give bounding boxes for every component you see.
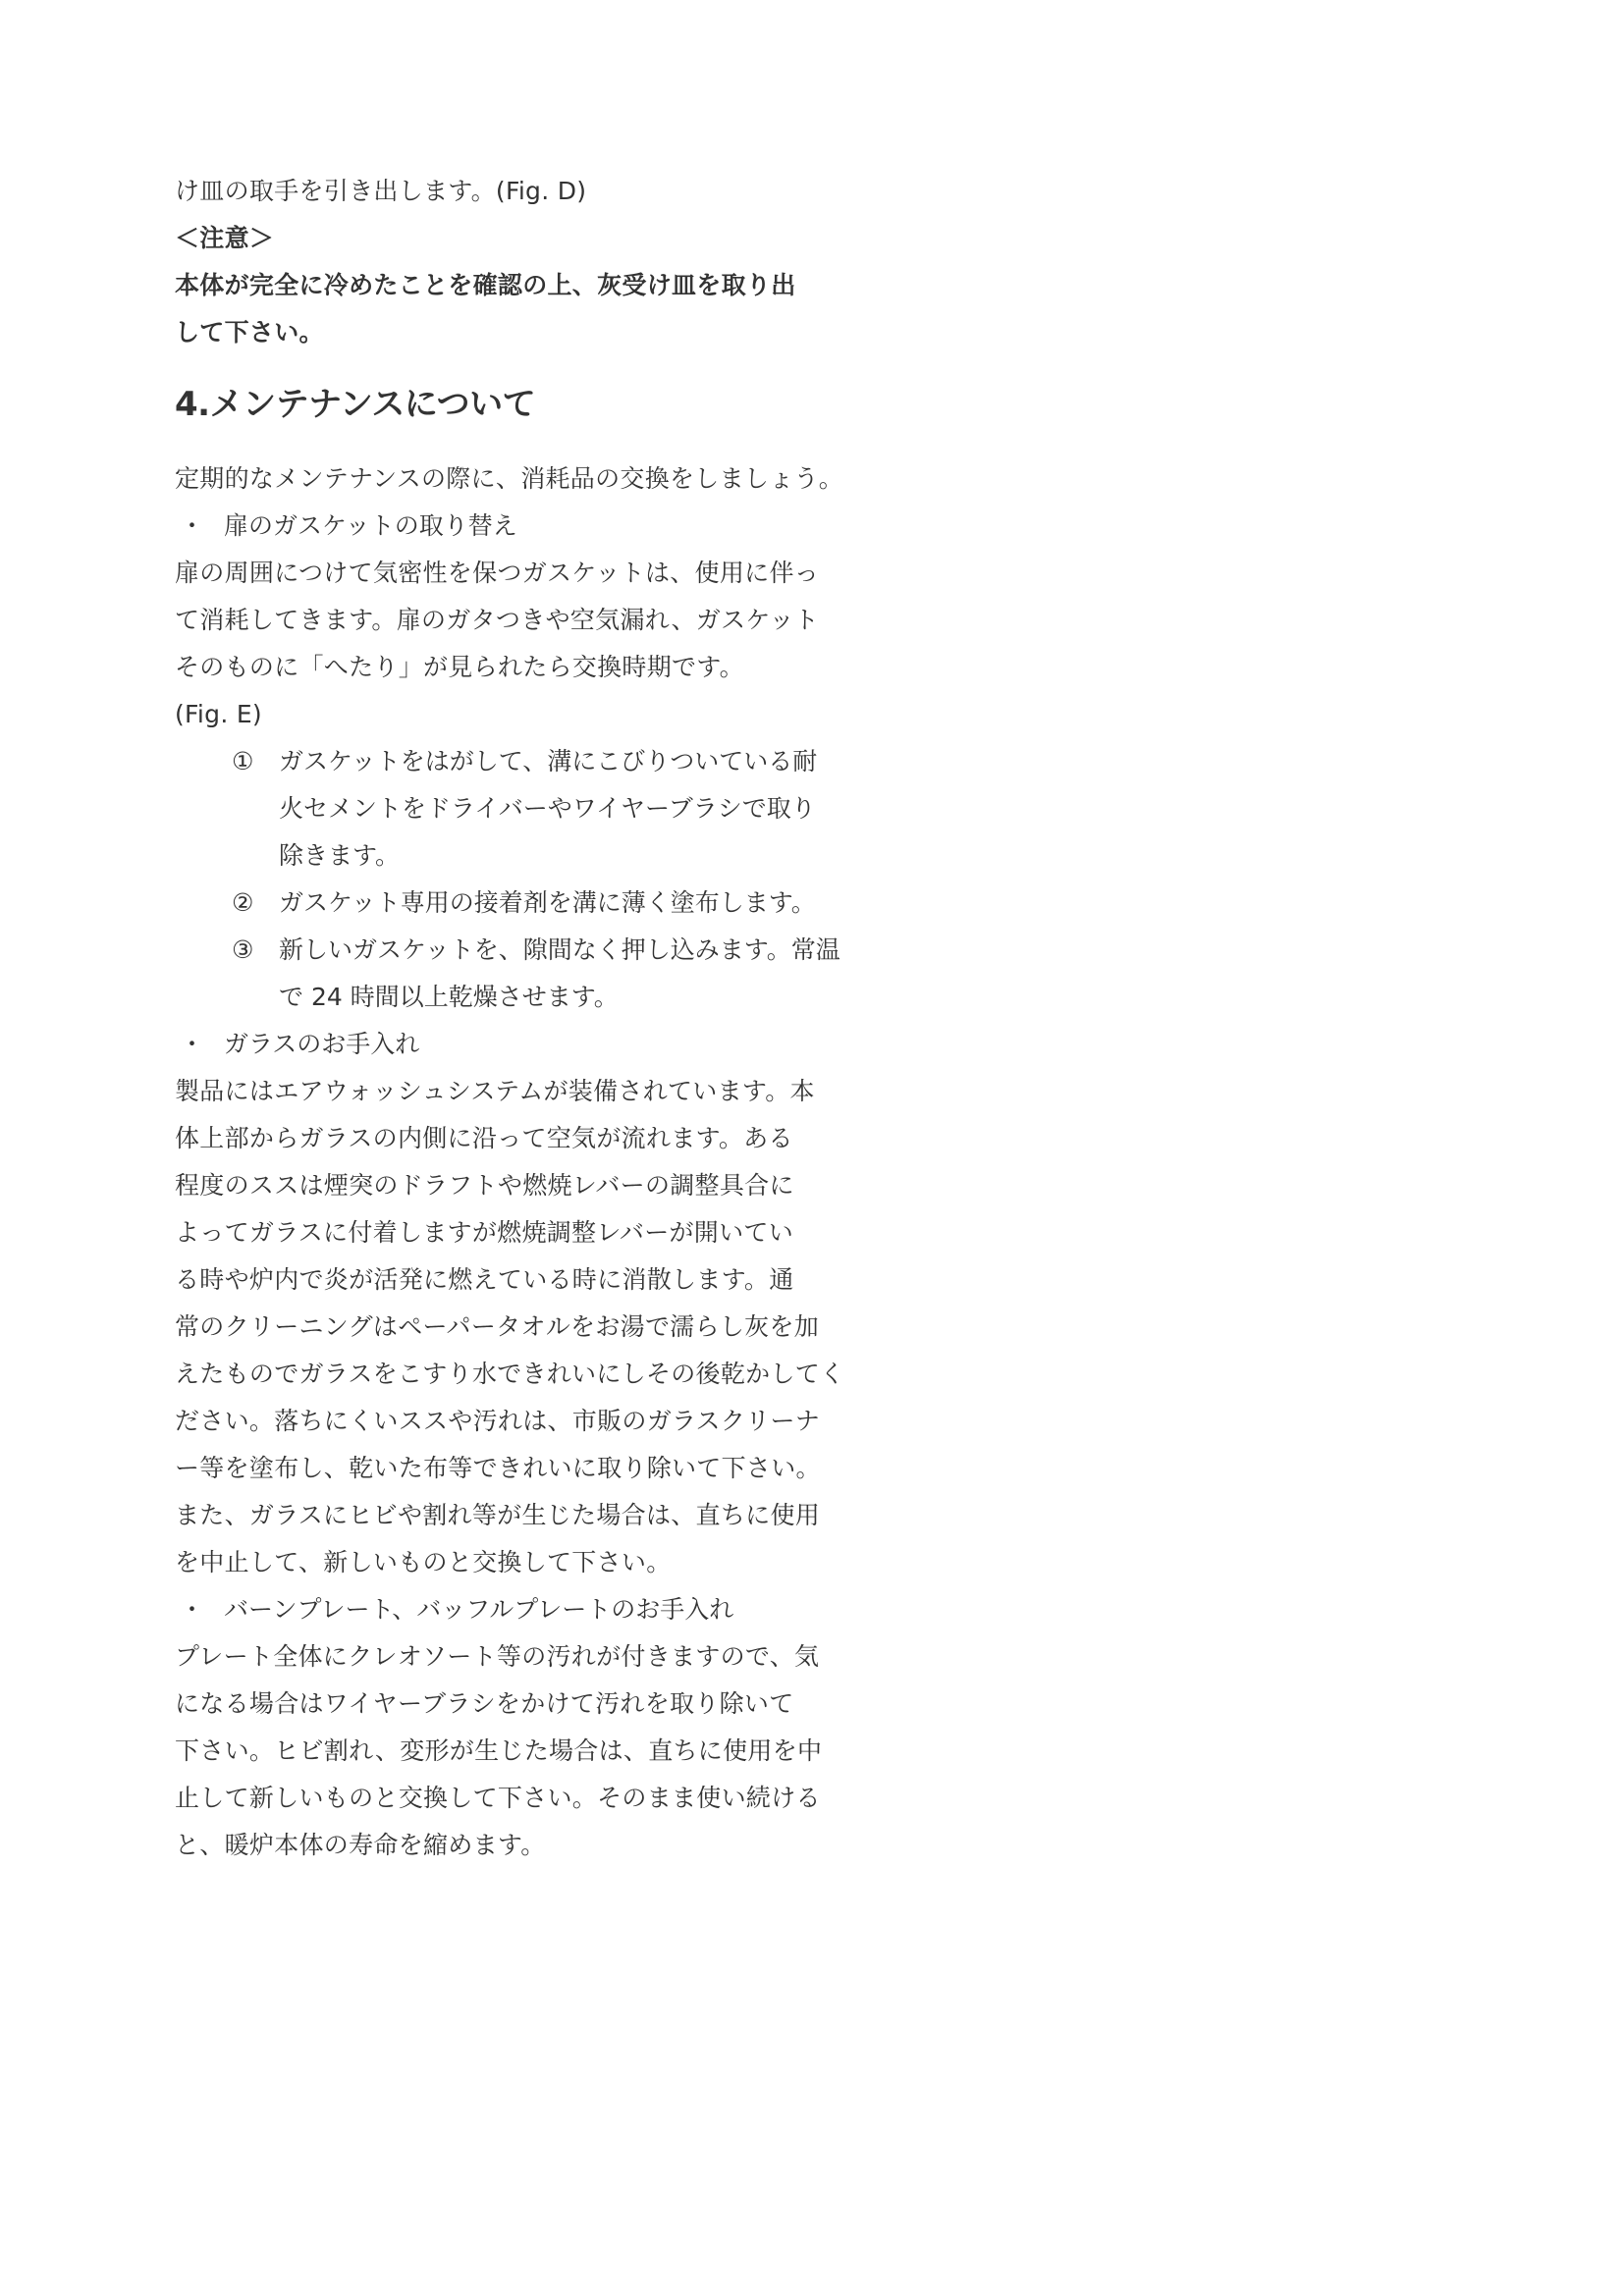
step-text-line: ガスケットをはがして、溝にこびりついている耐 — [279, 747, 818, 775]
paragraph-line: を中止して、新しいものと交換して下さい。 — [175, 1548, 672, 1576]
paragraph-line: る時や炉内で炎が活発に燃えている時に消散します。通 — [175, 1265, 794, 1294]
paragraph-line: プレート全体にクレオソート等の汚れが付きますので、気 — [175, 1642, 820, 1671]
paragraph-line: 製品にはエアウォッシュシステムが装備されています。本 — [175, 1077, 815, 1105]
step-number: ③ — [232, 935, 254, 964]
step-number: ② — [232, 888, 254, 917]
paragraph-line: また、ガラスにヒビや割れ等が生じた場合は、直ちに使用 — [175, 1501, 821, 1529]
paragraph-line: 常のクリーニングはペーパータオルをお湯で濡らし灰を加 — [175, 1312, 820, 1341]
bullet-mark: ・ — [180, 1030, 205, 1058]
glass-heading: ガラスのお手入れ — [224, 1030, 420, 1058]
paragraph-line: 程度のススは煙突のドラフトや燃焼レバーの調整具合に — [175, 1171, 794, 1200]
plate-heading: バーンプレート、バッフルプレートのお手入れ — [224, 1595, 734, 1624]
caution-label: ＜注意＞ — [175, 224, 275, 252]
paragraph-line: よってガラスに付着しますが燃焼調整レバーが開いてい — [175, 1218, 794, 1247]
step-text-line: 除きます。 — [279, 841, 401, 870]
step-text-line: で 24 時間以上乾燥させます。 — [279, 983, 619, 1011]
intro-line: け皿の取手を引き出します。(Fig. D) — [175, 177, 587, 205]
gasket-heading: 扉のガスケットの取り替え — [224, 511, 517, 540]
step-number: ① — [232, 747, 254, 775]
paragraph-line: 下さい。ヒビ割れ、変形が生じた場合は、直ちに使用を中 — [175, 1736, 823, 1765]
bullet-mark: ・ — [180, 1595, 205, 1624]
paragraph-line: そのものに「へたり」が見られたら交換時期です。 — [175, 653, 744, 681]
figure-reference: (Fig. E) — [175, 700, 262, 728]
bullet-mark: ・ — [180, 511, 205, 540]
paragraph-line: 扉の周囲につけて気密性を保つガスケットは、使用に伴っ — [175, 559, 820, 587]
paragraph-line: になる場合はワイヤーブラシをかけて汚れを取り除いて — [175, 1689, 794, 1718]
section-heading: 4.メンテナンスについて — [175, 385, 536, 424]
section-lead: 定期的なメンテナンスの際に、消耗品の交換をしましょう。 — [175, 464, 844, 493]
step-text-line: ガスケット専用の接着剤を溝に薄く塗布します。 — [279, 888, 816, 917]
step-text-line: 新しいガスケットを、隙間なく押し込みます。常温 — [279, 935, 840, 964]
paragraph-line: 体上部からガラスの内側に沿って空気が流れます。ある — [175, 1124, 793, 1152]
caution-text-line: して下さい。 — [175, 318, 324, 347]
caution-text-line: 本体が完全に冷めたことを確認の上、灰受け皿を取り出 — [175, 271, 796, 299]
step-text-line: 火セメントをドライバーやワイヤーブラシで取り — [279, 794, 816, 823]
paragraph-line: 止して新しいものと交換して下さい。そのまま使い続ける — [175, 1784, 821, 1812]
paragraph-line: て消耗してきます。扉のガタつきや空気漏れ、ガスケット — [175, 606, 820, 634]
paragraph-line: ー等を塗布し、乾いた布等できれいに取り除いて下さい。 — [175, 1454, 821, 1482]
paragraph-line: ださい。落ちにくいススや汚れは、市販のガラスクリーナ — [175, 1407, 821, 1435]
paragraph-line: と、暖炉本体の寿命を縮めます。 — [175, 1831, 546, 1859]
paragraph-line: えたものでガラスをこすり水できれいにしその後乾かしてく — [175, 1360, 845, 1388]
